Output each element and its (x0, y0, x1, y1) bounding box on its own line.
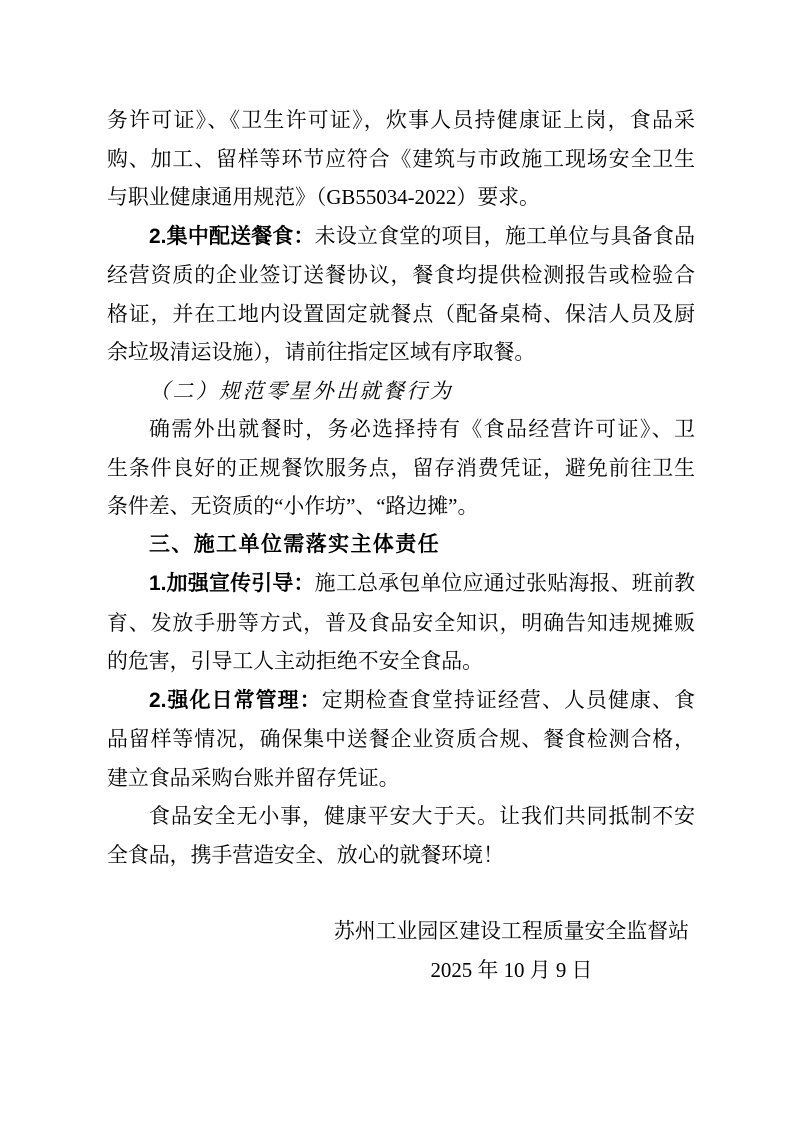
signature-date: 2025 年 10 月 9 日 (430, 957, 593, 982)
body-line: 与职业健康通用规范》（GB55034-2022）要求。 (107, 185, 540, 209)
line-text: 施工总承包单位应通过张贴海报、班前教 (314, 571, 695, 595)
bold-lead-label: 2.集中配送餐食： (149, 224, 315, 248)
subsection-heading: （二）规范零星外出就餐行为 (149, 378, 454, 403)
bold-lead-label: 1.加强宣传引导： (149, 572, 315, 595)
signature-organization: 苏州工业园区建设工程质量安全监督站 (333, 919, 689, 943)
paragraph-first-line (107, 217, 695, 257)
paragraph-first-line (107, 681, 695, 721)
body-line: 格证，并在工地内设置固定就餐点（配备桌椅、保洁人员及厨 (107, 301, 695, 326)
paragraph-first-line (107, 564, 695, 604)
body-line: 的危害，引导工人主动拒绝不安全食品。 (107, 649, 484, 673)
body-line: 购、加工、留样等环节应符合《建筑与市政施工现场安全卫生 (107, 146, 695, 171)
line-text: 定期检查食堂持证经营、人员健康、食 (321, 687, 695, 712)
body-line: 品留样等情况，确保集中送餐企业资质合规、餐食检测合格， (107, 727, 695, 751)
paragraph-first-line: 食品安全无小事，健康平安大于天。让我们共同抵制不安 (149, 804, 695, 828)
body-line: 余垃圾清运设施），请前往指定区域有序取餐。 (107, 340, 536, 364)
document-body (107, 0, 695, 989)
paragraph-first-line: 确需外出就餐时，务必选择持有《食品经营许可证》、卫 (149, 417, 695, 441)
body-line: 经营资质的企业签订送餐协议，餐食均提供检测报告或检验合 (107, 263, 695, 287)
body-line: 全食品，携手营造安全、放心的就餐环境！ (107, 842, 504, 867)
signature-block (334, 912, 689, 989)
line-text: 未设立食堂的项目，施工单位与具备食品 (314, 223, 695, 248)
bold-lead-label: 2.强化日常管理： (149, 688, 322, 712)
body-line: 建立食品采购台账并留存凭证。 (107, 765, 400, 790)
body-line: 条件差、无资质的“小作坊”、“路边摊”。 (107, 494, 479, 518)
body-line: 务许可证》、《卫生许可证》，炊事人员持健康证上岗，食品采 (107, 108, 695, 132)
body-line: 育、发放手册等方式，普及食品安全知识，明确告知违规摊贩 (107, 610, 695, 635)
section-heading: 三、施工单位需落实主体责任 (149, 532, 441, 556)
body-line: 生条件良好的正规餐饮服务点，留存消费凭证，避免前往卫生 (107, 455, 695, 480)
